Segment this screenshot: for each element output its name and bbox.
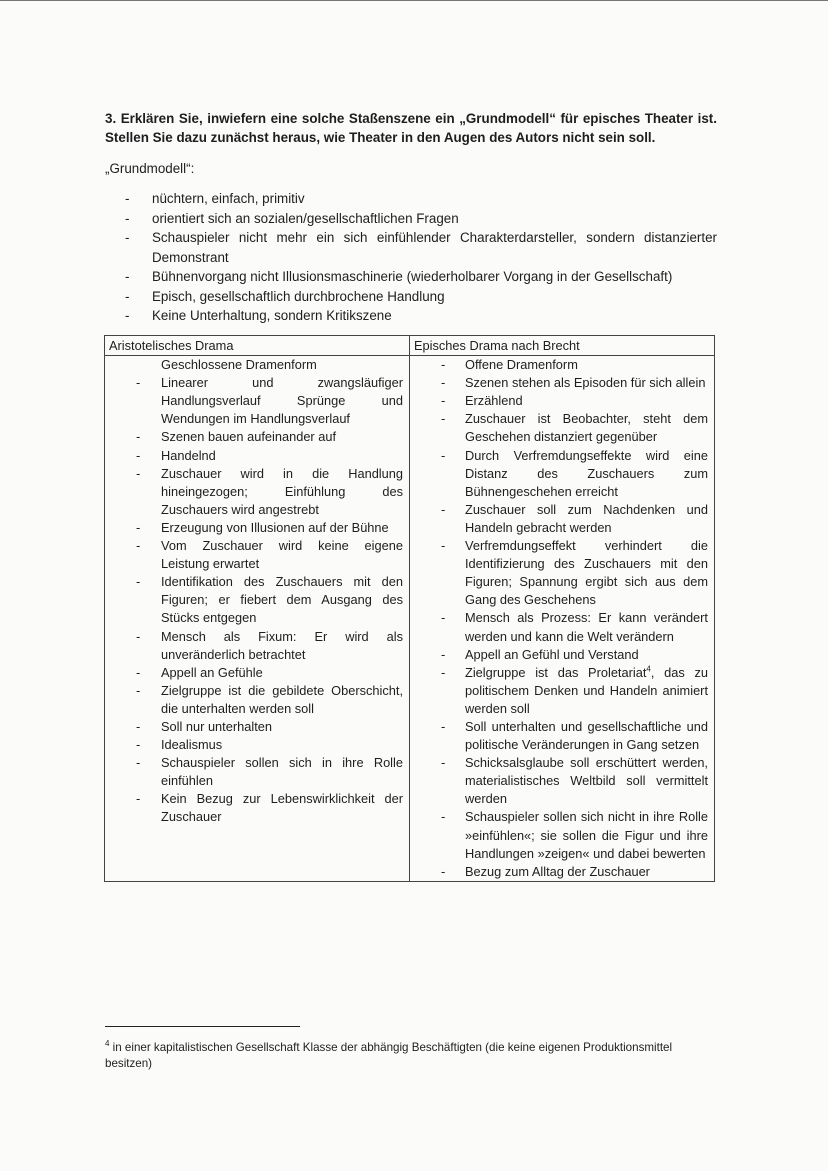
table-row: - Handelnd [105, 447, 403, 465]
footnote-ref: 4 [646, 664, 651, 674]
list-item: - Episch, gesellschaftlich durchbrochene Handlung [125, 287, 717, 307]
list-item: - nüchtern, einfach, primitiv [125, 189, 717, 209]
proletariat-suffix: , das zu politischem Denken und Handeln animiert werden soll [465, 664, 708, 716]
table-row: - Offene Dramenform [410, 356, 708, 374]
grundmodell-label: „Grundmodell“: [105, 161, 195, 176]
footnote [105, 1040, 717, 1072]
epic-drama-list [410, 356, 714, 881]
table-row: - Erzählend [410, 392, 708, 410]
table-row: - Zuschauer soll zum Nachdenken und Handeln gebracht werden [410, 501, 708, 537]
list-item: - orientiert sich an sozialen/gesellschaftlichen Fragen [125, 209, 717, 229]
table-row: - Zielgruppe ist die gebildete Oberschicht, die unterhalten werden soll [105, 682, 403, 718]
aristotelian-list [105, 356, 409, 826]
comparison-table [104, 335, 715, 882]
right-column-cell [410, 356, 715, 882]
table-row: - Schicksalsglaube soll erschüttert werden, materialistisches Weltbild soll vermittelt werden [410, 754, 708, 808]
list-item: - Bühnenvorgang nicht Illusionsmaschinerie (wiederholbarer Vorgang in der Gesellschaft) [125, 267, 717, 287]
table-row: - Mensch als Prozess: Er kann verändert werden und kann die Welt verändern [410, 609, 708, 645]
table-row: - Durch Verfremdungseffekte wird eine Distanz des Zuschauers zum Bühnengeschehen erreicht [410, 447, 708, 501]
table-row: - Verfremdungseffekt verhindert die Identifizierung des Zuschauers mit den Figuren; Spannung ergibt sich aus dem Gang des Geschehens [410, 537, 708, 609]
table-row: - Schauspieler sollen sich nicht in ihre Rolle »einfühlen«; sie sollen die Figur und ihre Handlungen »zeigen« und dabei bewerten [410, 808, 708, 862]
table-row [410, 664, 708, 718]
grundmodell-list [125, 189, 717, 326]
table-row: Geschlossene Dramenform [161, 357, 317, 373]
table-row: - Zuschauer ist Beobachter, steht dem Geschehen distanziert gegenüber [410, 410, 708, 446]
table-row: - Zuschauer wird in die Handlung hineingezogen; Einfühlung des Zuschauers wird angestrebt [105, 465, 403, 519]
table-row: - Linearer und zwangsläufiger Handlungsverlauf Sprünge und Wendungen im Handlungsverlauf [105, 374, 403, 428]
table-row: - Soll unterhalten und gesellschaftliche und politische Veränderungen in Gang setzen [410, 718, 708, 754]
question-heading: 3. Erklären Sie, inwiefern eine solche Staßenszene ein „Grundmodell“ für episches Theater ist. Stellen Sie dazu zunächst heraus, wie Theater in den Augen des Autors nicht sein soll. [105, 111, 717, 145]
footnote-separator [105, 1026, 300, 1027]
table-row: - Szenen bauen aufeinander auf [105, 428, 403, 446]
table-row: - Kein Bezug zur Lebenswirklichkeit der Zuschauer [105, 790, 403, 826]
right-column-header: Episches Drama nach Brecht [410, 336, 715, 356]
table-row: - Bezug zum Alltag der Zuschauer [410, 863, 708, 881]
list-item: - Keine Unterhaltung, sondern Kritikszene [125, 306, 717, 326]
table-row: - Vom Zuschauer wird keine eigene Leistung erwartet [105, 537, 403, 573]
table-row: - Idealismus [105, 736, 403, 754]
list-item: - Schauspieler nicht mehr ein sich einfühlender Charakterdarsteller, sondern distanzierter Demonstrant [125, 228, 717, 267]
table-row: - Erzeugung von Illusionen auf der Bühne [105, 519, 403, 537]
table-row: - Appell an Gefühl und Verstand [410, 646, 708, 664]
page-top-edge [0, 0, 828, 1]
left-column-cell [105, 356, 410, 882]
left-column-header: Aristotelisches Drama [105, 336, 410, 356]
table-row: - Soll nur unterhalten [105, 718, 403, 736]
footnote-text: in einer kapitalistischen Gesellschaft Klasse der abhängig Beschäftigten (die keine eigenen Produktionsmittel besitzen) [105, 1041, 673, 1070]
table-row: - Mensch als Fixum: Er wird als unveränderlich betrachtet [105, 628, 403, 664]
table-row: - Szenen stehen als Episoden für sich allein [410, 374, 708, 392]
proletariat-text: Zielgruppe ist das Proletariat [465, 664, 647, 680]
table-row: - Appell an Gefühle [105, 664, 403, 682]
footnote-marker: 4 [105, 1039, 110, 1049]
table-row: - Identifikation des Zuschauers mit den Figuren; er fiebert dem Ausgang des Stücks entgegen [105, 573, 403, 627]
table-row: - Schauspieler sollen sich in ihre Rolle einfühlen [105, 754, 403, 790]
